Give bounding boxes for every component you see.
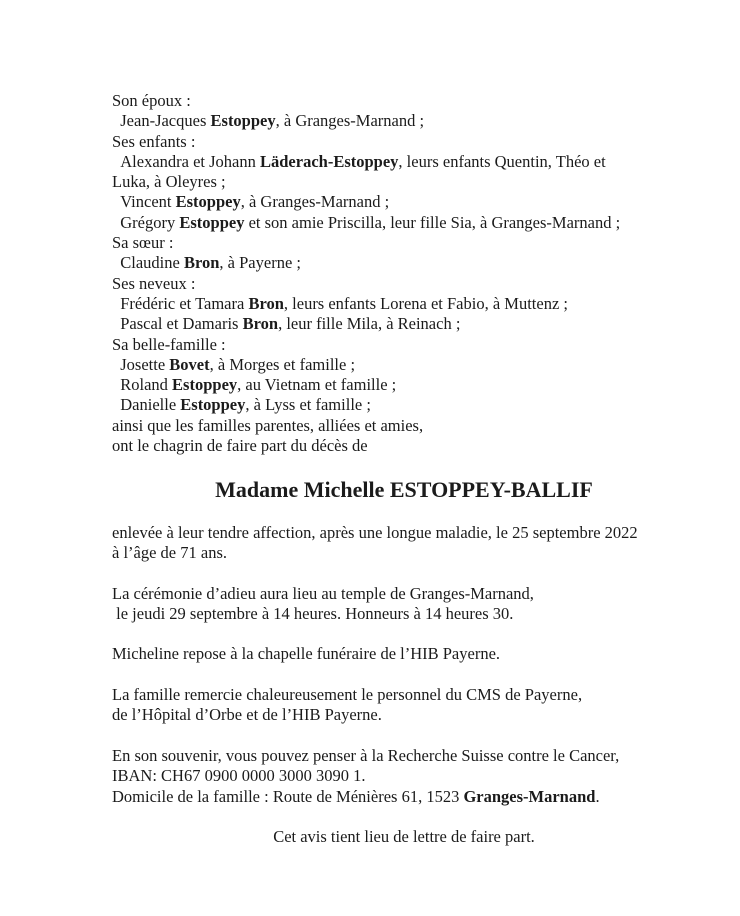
text-line [112, 172, 696, 192]
text-line [112, 477, 696, 503]
text-segment: , à Morges et famille ; [209, 354, 356, 374]
bold-name-segment: Bron [248, 293, 284, 313]
text-segment: Roland [112, 375, 173, 395]
family-list [112, 91, 696, 456]
text-line [112, 355, 696, 375]
text-segment: , à Granges-Marnand ; [275, 111, 425, 131]
death-notice-paragraph [112, 523, 696, 564]
text-segment: Luka, à Oleyres ; [112, 172, 226, 192]
text-line [112, 395, 696, 415]
text-line [112, 416, 696, 436]
text-segment: Son époux : [112, 91, 191, 110]
text-segment: Domicile de la famille : Route de Ménières 61, 1523 [112, 786, 464, 806]
text-line [112, 314, 696, 334]
text-segment: Grégory [112, 212, 180, 232]
text-line [112, 523, 696, 543]
bold-name-segment: Estoppey [210, 111, 276, 131]
bold-name-segment: Granges-Marnand [463, 786, 596, 806]
text-line [112, 213, 696, 233]
text-segment: Sa belle-famille : [112, 334, 226, 354]
text-segment: , leur fille Mila, à Reinach ; [278, 314, 461, 334]
ceremony-paragraph [112, 584, 696, 625]
text-segment: IBAN: CH67 0900 0000 3000 3090 1. [112, 766, 366, 786]
donation-and-address-paragraph [112, 746, 696, 807]
text-line [112, 111, 696, 131]
text-line [112, 787, 696, 807]
text-line [112, 233, 696, 253]
text-line [112, 192, 696, 212]
text-segment: ainsi que les familles parentes, alliées et amies, [112, 415, 424, 435]
bold-name-segment: Madame Michelle ESTOPPEY-BALLIF [215, 476, 593, 502]
text-segment: , au Vietnam et famille ; [237, 375, 397, 395]
text-segment: et son amie Priscilla, leur fille Sia, à Granges-Marnand ; [244, 212, 621, 232]
text-line [112, 543, 696, 563]
bold-name-segment: Estoppey [172, 375, 238, 395]
text-segment: ont le chagrin de faire part du décès de [112, 436, 368, 456]
text-line [112, 335, 696, 355]
bold-name-segment: Estoppey [179, 212, 245, 232]
text-line [112, 685, 696, 705]
text-segment: En son souvenir, vous pouvez penser à la Recherche Suisse contre le Cancer, [112, 745, 620, 765]
text-segment: Frédéric et Tamara [112, 293, 249, 313]
text-segment: , à Lyss et famille ; [245, 395, 371, 415]
text-segment: Pascal et Damaris [112, 314, 243, 334]
text-line [112, 132, 696, 152]
bold-name-segment: Bron [183, 253, 220, 273]
bold-name-segment: Läderach-Estoppey [260, 151, 399, 171]
bold-name-segment: Bron [242, 314, 279, 334]
text-line [112, 91, 696, 111]
text-segment: Claudine [112, 253, 184, 273]
text-segment: , leurs enfants Quentin, Théo et [398, 151, 606, 171]
text-segment: La cérémonie d’adieu aura lieu au temple de Granges-Marnand, [112, 583, 534, 603]
text-segment: , à Granges-Marnand ; [240, 192, 390, 212]
text-segment: , leurs enfants Lorena et Fabio, à Muttenz ; [283, 293, 568, 313]
text-segment: . [595, 786, 600, 806]
text-segment: La famille remercie chaleureusement le personnel du CMS de Payerne, [112, 685, 583, 705]
text-segment: Ses neveux : [112, 273, 196, 293]
text-line [112, 746, 696, 766]
text-line [112, 253, 696, 273]
text-segment: Jean-Jacques [112, 111, 211, 131]
text-segment: Danielle [112, 395, 181, 415]
thanks-paragraph [112, 685, 696, 726]
repose-paragraph [112, 644, 696, 664]
text-line [112, 705, 696, 725]
text-segment: Ses enfants : [112, 131, 196, 151]
bold-name-segment: Estoppey [180, 395, 246, 415]
deceased-name-title [112, 477, 696, 503]
text-segment: Josette [112, 354, 170, 374]
text-segment: Vincent [112, 192, 176, 212]
text-line [112, 827, 696, 847]
text-segment: à l’âge de 71 ans. [112, 542, 227, 562]
text-line [112, 274, 696, 294]
text-line [112, 766, 696, 786]
text-line [112, 375, 696, 395]
text-line [112, 294, 696, 314]
text-line [112, 436, 696, 456]
bold-name-segment: Bovet [169, 354, 210, 374]
text-line [112, 584, 696, 604]
text-segment: Sa sœur : [112, 233, 174, 253]
text-segment: Cet avis tient lieu de lettre de faire part. [273, 827, 535, 847]
text-segment: enlevée à leur tendre affection, après une longue maladie, le 25 septembre 2022 [112, 522, 638, 542]
closing-line [112, 827, 696, 847]
text-segment: de l’Hôpital d’Orbe et de l’HIB Payerne. [112, 705, 382, 725]
text-segment: le jeudi 29 septembre à 14 heures. Honneurs à 14 heures 30. [112, 603, 514, 623]
bold-name-segment: Estoppey [175, 192, 241, 212]
text-segment: , à Payerne ; [219, 253, 301, 273]
text-line [112, 152, 696, 172]
text-line [112, 644, 696, 664]
text-segment: Alexandra et Johann [112, 151, 260, 171]
text-segment: Micheline repose à la chapelle funéraire de l’HIB Payerne. [112, 644, 501, 664]
text-line [112, 604, 696, 624]
